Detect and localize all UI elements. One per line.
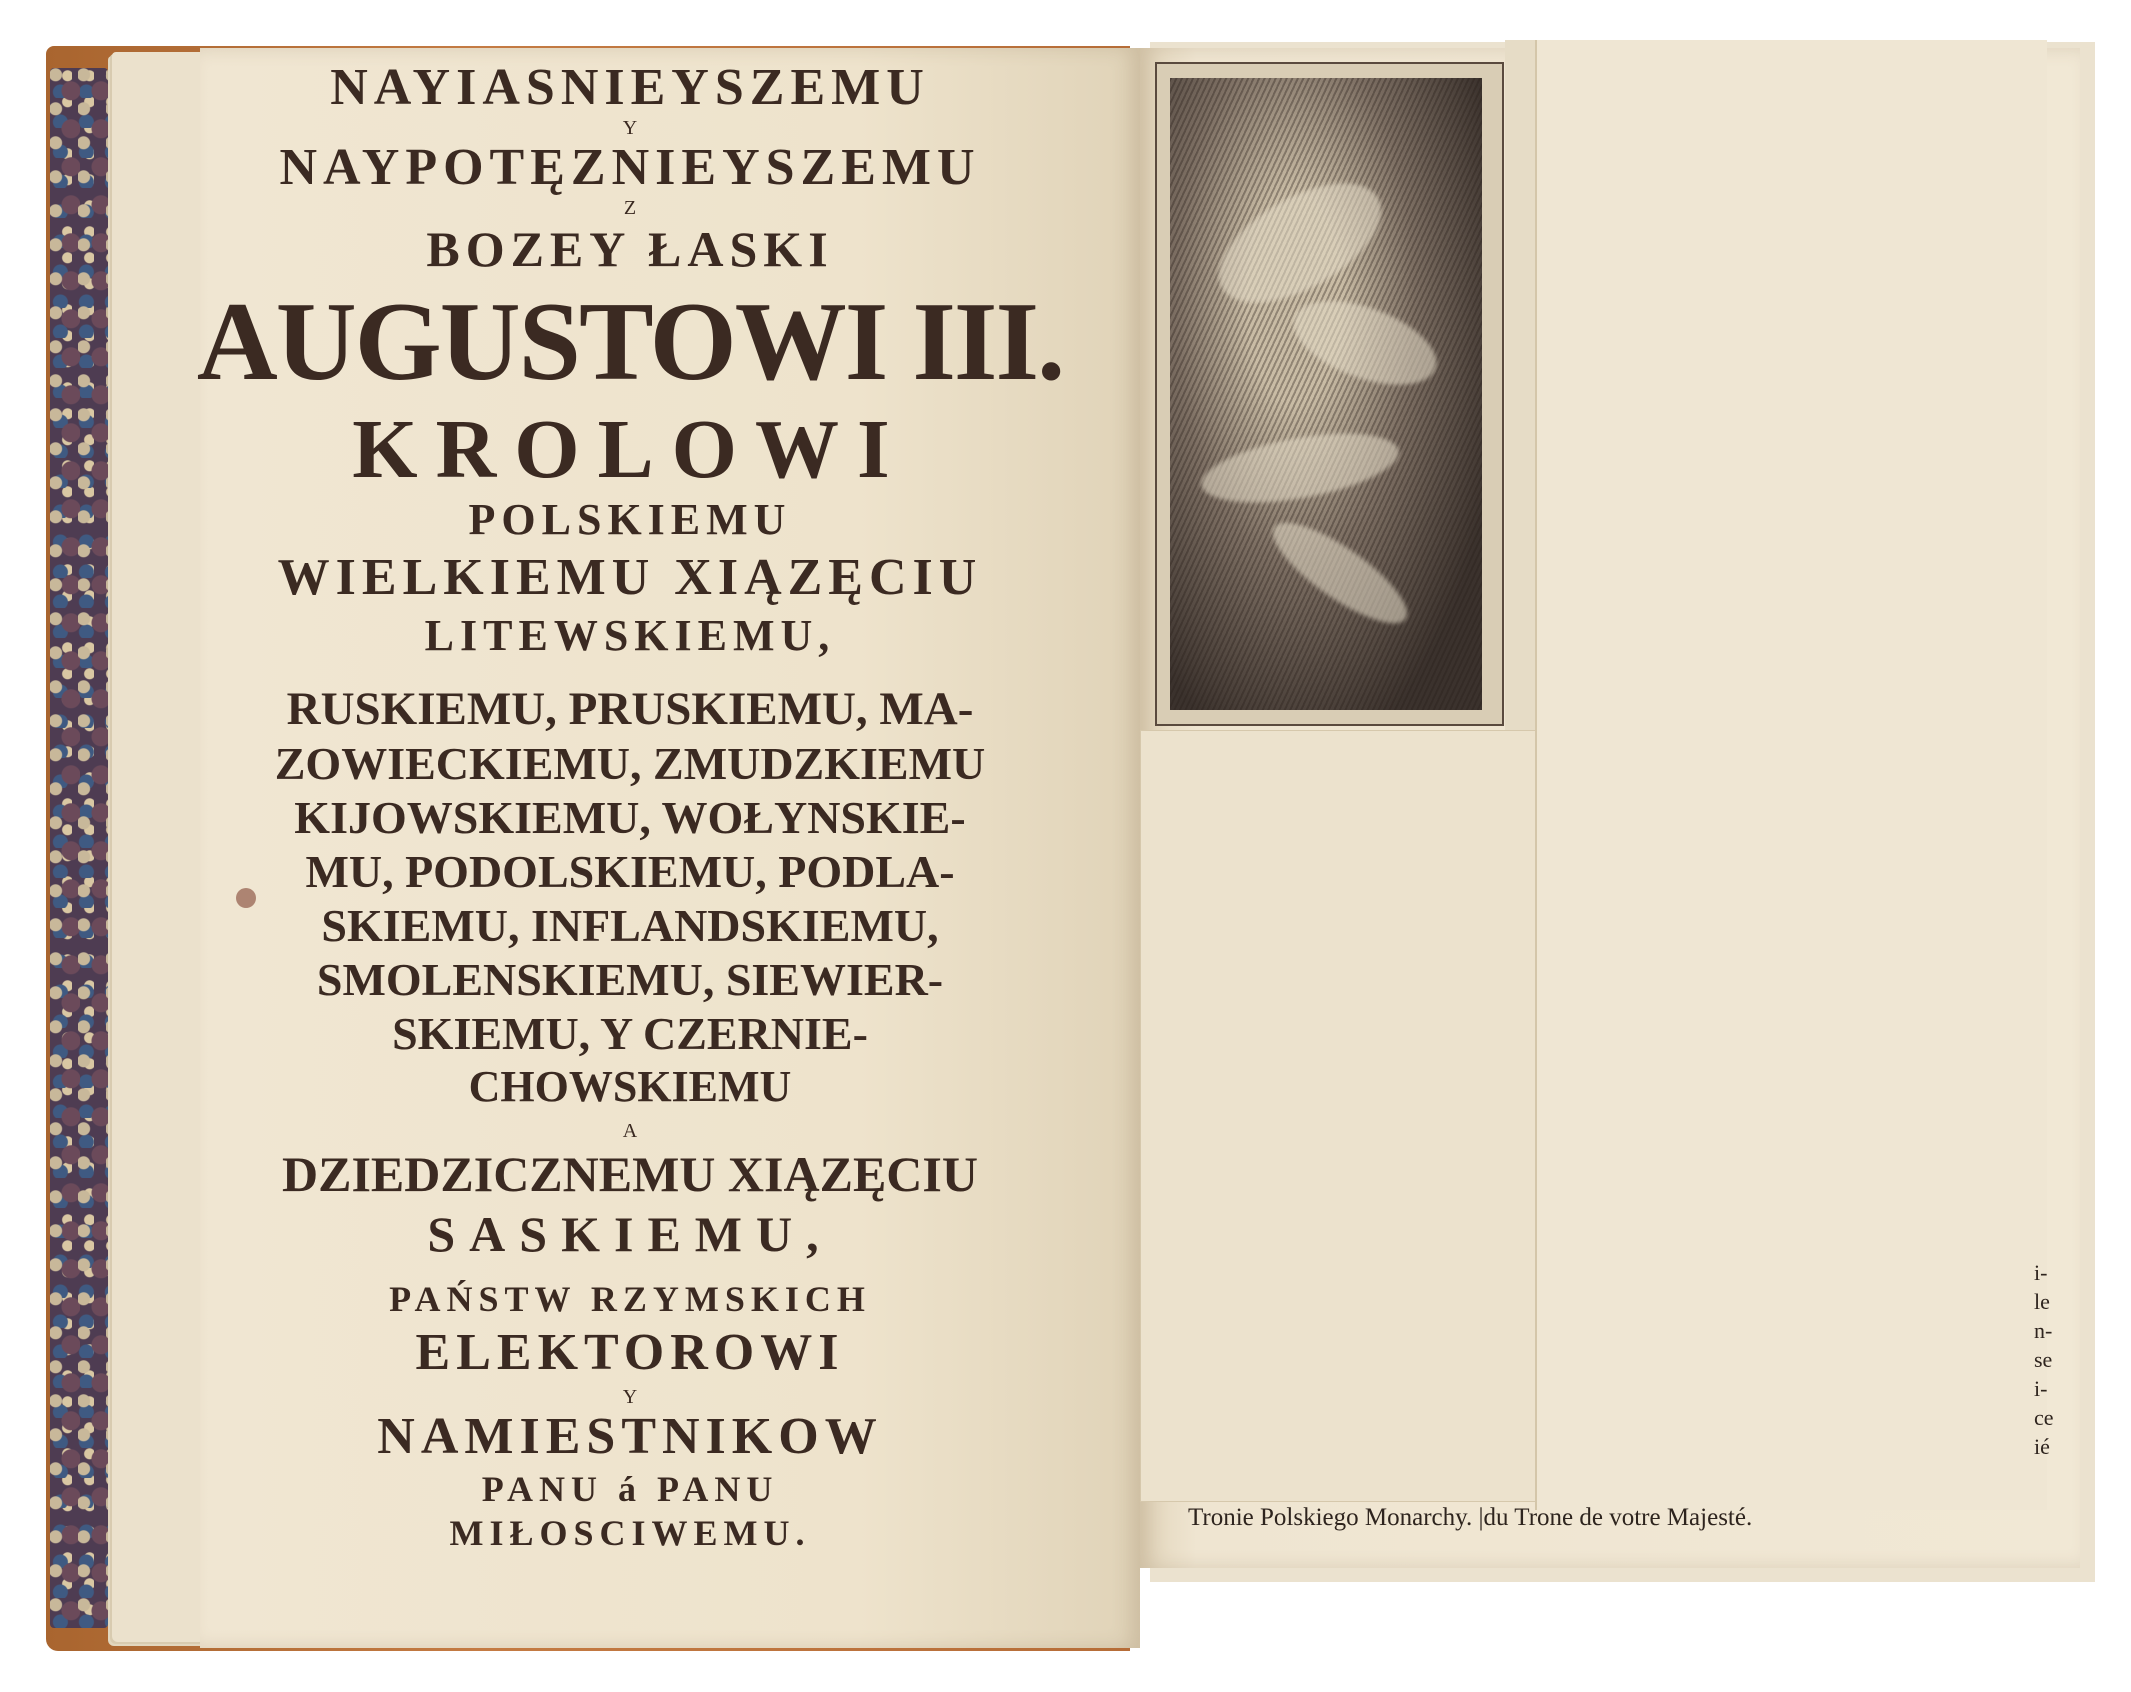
title-line: Y <box>622 1386 638 1408</box>
title-line: MIŁOSCIWEMU. <box>449 1513 811 1553</box>
title-line: A <box>622 1120 638 1142</box>
margin-char: se <box>2034 1347 2053 1372</box>
title-line: ELEKTOROWI <box>415 1324 845 1381</box>
margin-char: ce <box>2034 1405 2054 1430</box>
ink-stain <box>236 888 256 908</box>
title-page-text <box>190 59 1070 1553</box>
title-line: NAMIESTNIKOW <box>377 1408 883 1465</box>
title-line: ZOWIECKIEMU, ZMUDZKIEMU <box>274 738 986 789</box>
title-line: WIELKIEMU XIĄZĘCIU <box>277 549 983 606</box>
title-line: DZIEDZICZNEMU XIĄZĘCIU <box>282 1146 978 1202</box>
title-line: SKIEMU, INFLANDSKIEMU, <box>321 900 939 951</box>
engraved-portrait-fragment <box>1170 78 1482 710</box>
title-line: POLSKIEMU <box>468 495 792 544</box>
title-line-main: AUGUSTOWI III. <box>196 280 1064 404</box>
title-line: SASKIEMU, <box>427 1206 833 1262</box>
paper-slip <box>1140 730 1552 1502</box>
title-line: CHOWSKIEMU <box>468 1062 792 1111</box>
paper-slip <box>1535 40 2047 1510</box>
title-line: NAYIASNIEYSZEMU <box>330 59 930 116</box>
title-line: RUSKIEMU, PRUSKIEMU, MA- <box>286 683 974 735</box>
title-line: KROLOWI <box>352 403 908 496</box>
margin-char: le <box>2034 1289 2050 1314</box>
margin-char: i- <box>2034 1376 2048 1401</box>
title-line: KIJOWSKIEMU, WOŁYNSKIE- <box>294 792 966 843</box>
title-line: LITEWSKIEMU, <box>424 611 836 660</box>
engraving-caption: Tronie Polskiego Monarchy. |du Trone de votre Majesté. <box>1188 1504 1753 1531</box>
title-line: BOZEY ŁASKI <box>426 221 834 277</box>
title-line: SKIEMU, Y CZERNIE- <box>392 1008 868 1059</box>
margin-char: n- <box>2034 1318 2053 1343</box>
marbled-endpaper <box>50 68 108 1628</box>
title-line: SMOLENSKIEMU, SIEWIER- <box>316 954 944 1005</box>
margin-text <box>2034 1258 2054 1461</box>
margin-char: ié <box>2034 1434 2050 1459</box>
title-line: MU, PODOLSKIEMU, PODLA- <box>305 846 955 897</box>
margin-char: i- <box>2034 1260 2048 1285</box>
title-line: PAŃSTW RZYMSKICH <box>389 1279 871 1319</box>
title-line: NAYPOTĘZNIEYSZEMU <box>279 139 981 196</box>
title-line: Z <box>623 197 637 219</box>
title-line: Y <box>622 117 638 139</box>
title-line: PANU á PANU <box>481 1469 779 1509</box>
